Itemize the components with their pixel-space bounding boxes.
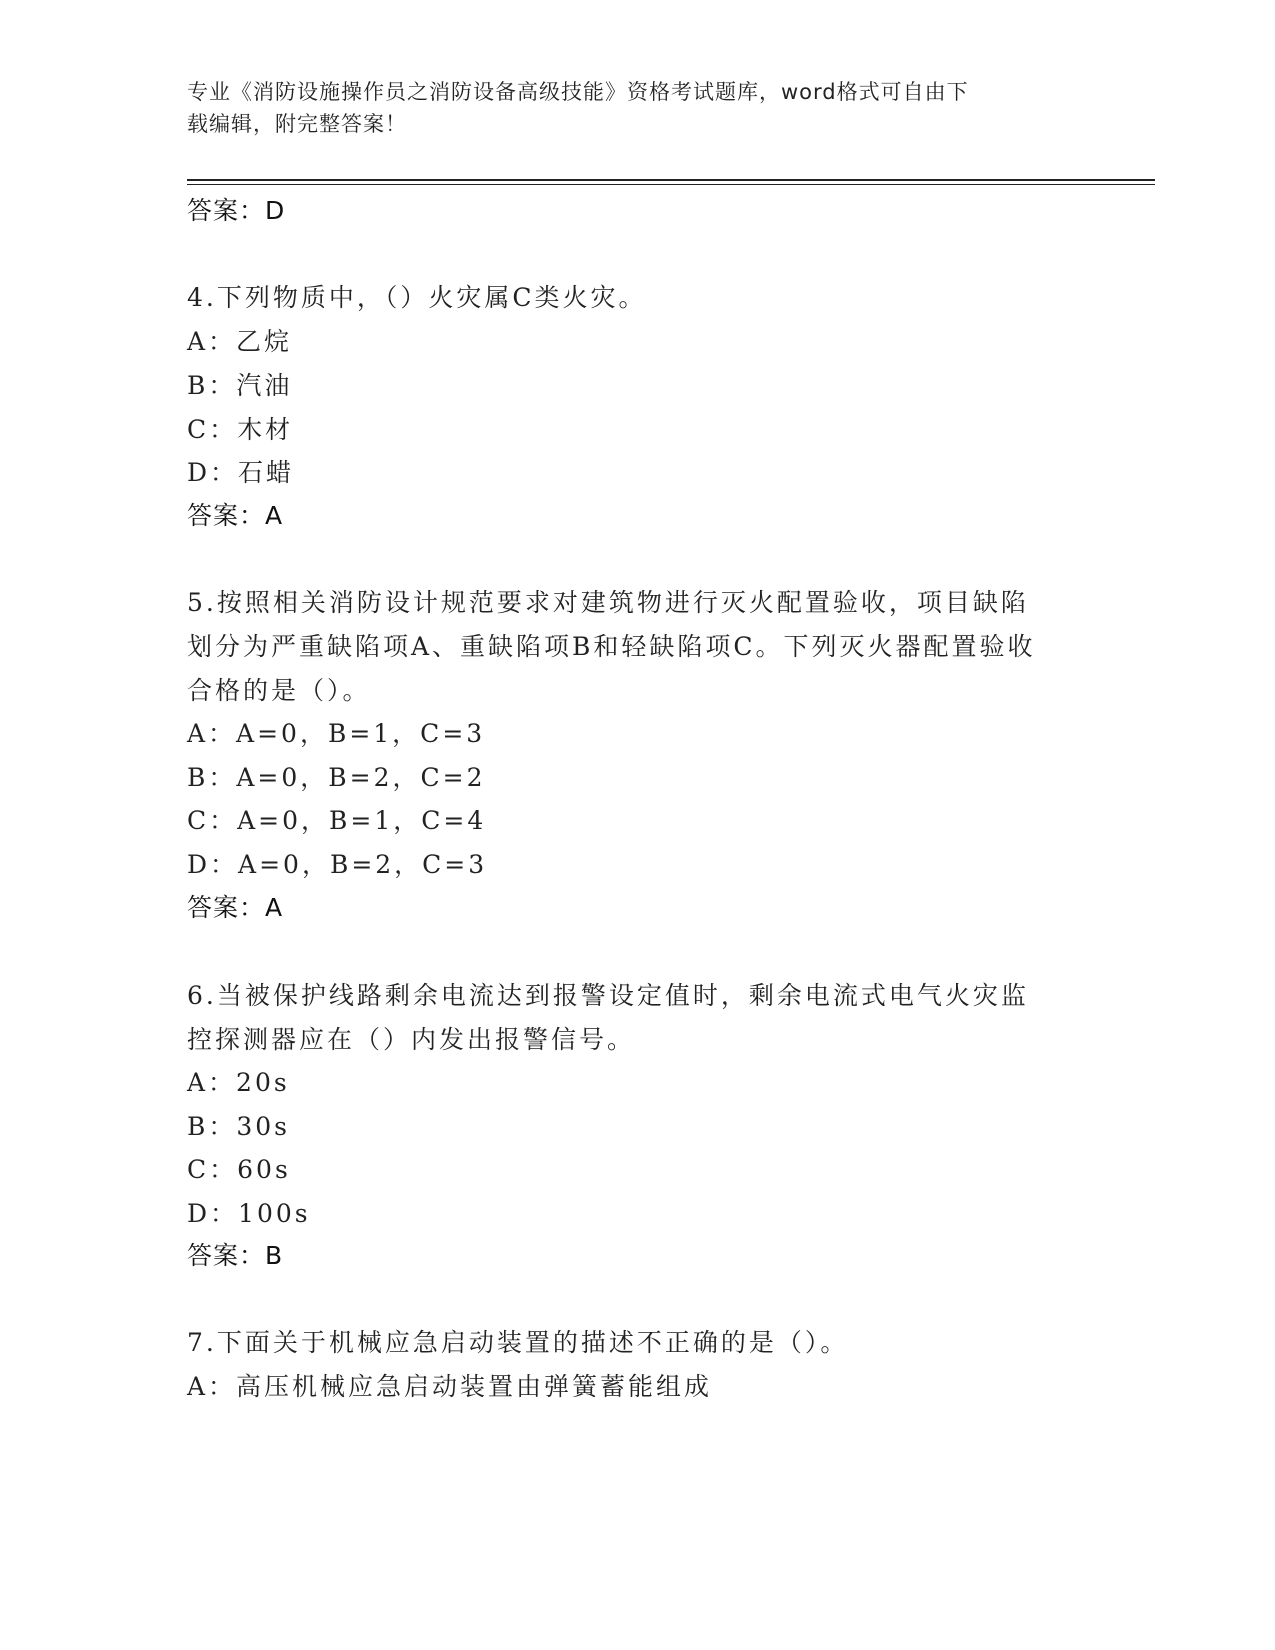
question-4-option-a: A：乙烷 <box>187 327 293 356</box>
question-5-option-c: C：A=0，B=1，C=4 <box>187 806 487 835</box>
question-4-option-b: B：汽油 <box>187 371 293 400</box>
question-5-option-b: B：A=0，B=2，C=2 <box>187 763 486 792</box>
header-rule-thick <box>187 179 1155 181</box>
document-header <box>187 76 1067 140</box>
question-5-stem-line-3: 合格的是（）。 <box>187 676 371 705</box>
question-4-option-d: D：石蜡 <box>187 458 295 487</box>
question-5-option-a: A：A=0，B=1，C=3 <box>187 719 486 748</box>
question-7-stem: 7.下面关于机械应急启动装置的描述不正确的是（）。 <box>187 1328 849 1357</box>
question-4-stem: 4.下列物质中，（）火灾属C类火灾。 <box>187 283 647 312</box>
header-line-2: 载编辑，附完整答案！ <box>187 112 407 136</box>
question-5-option-d: D：A=0，B=2，C=3 <box>187 850 488 879</box>
header-line-1: 专业《消防设施操作员之消防设备高级技能》资格考试题库，word格式可自由下 <box>187 80 969 104</box>
question-6-option-c: C：60s <box>187 1155 291 1184</box>
question-6-stem-line-1: 6.当被保护线路剩余电流达到报警设定值时，剩余电流式电气火灾监 <box>187 981 1029 1010</box>
question-6-answer: 答案：B <box>187 1241 284 1270</box>
question-4-answer: 答案：A <box>187 501 284 530</box>
question-4-option-c: C：木材 <box>187 415 294 444</box>
answer-previous: 答案：D <box>187 196 286 225</box>
question-7-option-a: A：高压机械应急启动装置由弹簧蓄能组成 <box>187 1372 713 1401</box>
question-5-stem-line-1: 5.按照相关消防设计规范要求对建筑物进行灭火配置验收，项目缺陷 <box>187 588 1029 617</box>
question-5-answer: 答案：A <box>187 893 284 922</box>
question-6-stem-line-2: 控探测器应在（）内发出报警信号。 <box>187 1025 636 1054</box>
question-6-option-a: A：20s <box>187 1068 290 1097</box>
question-5-stem-line-2: 划分为严重缺陷项A、重缺陷项B和轻缺陷项C。下列灭火器配置验收 <box>187 632 1036 661</box>
header-rule-thin <box>187 184 1155 185</box>
question-6-option-b: B：30s <box>187 1112 291 1141</box>
question-6-option-d: D：100s <box>187 1199 311 1228</box>
